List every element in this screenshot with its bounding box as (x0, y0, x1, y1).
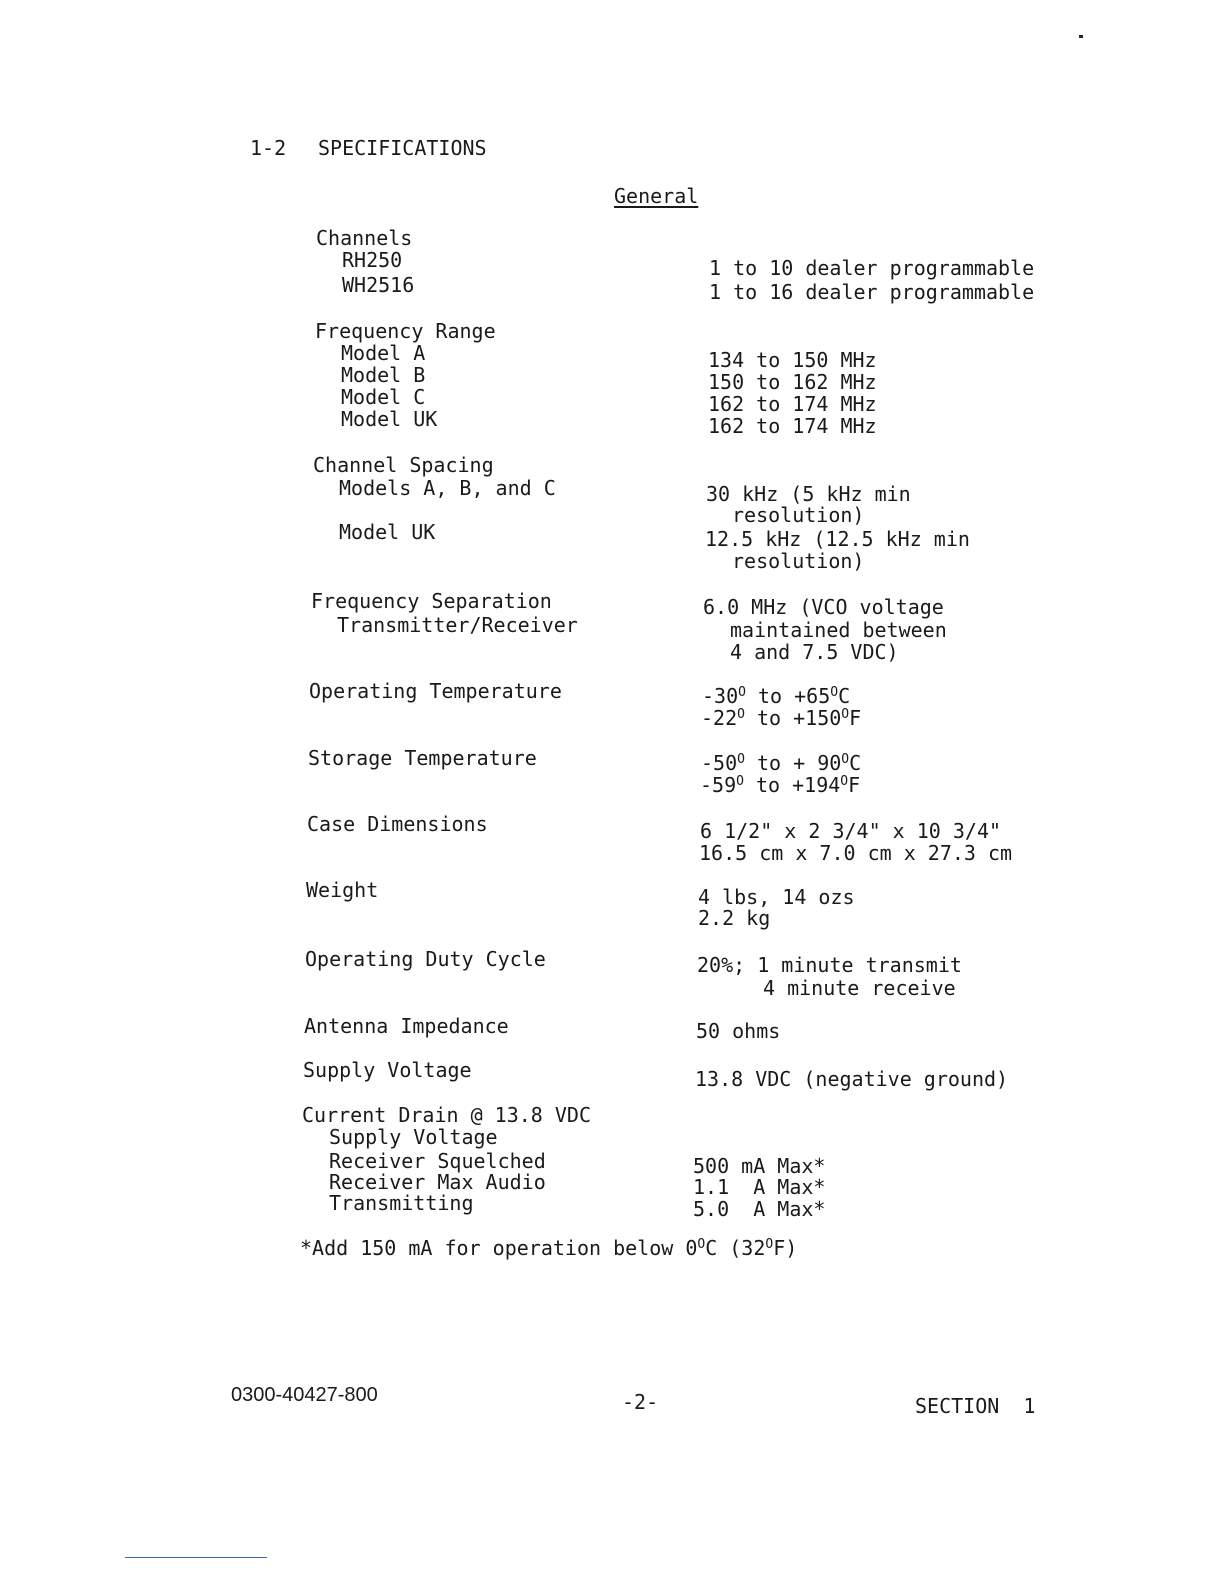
operating-temperature-label: Operating Temperature (309, 679, 562, 703)
antenna-impedance-label: Antenna Impedance (304, 1014, 509, 1038)
receiver-squelched-value: 500 mA Max* (693, 1154, 826, 1178)
models-abc-label: Models A, B, and C (339, 476, 556, 500)
receiver-max-audio-label: Receiver Max Audio (329, 1170, 546, 1194)
channels-wh2516-label: WH2516 (342, 273, 415, 297)
scan-edge-line (125, 1557, 267, 1558)
model-b-value: 150 to 162 MHz (708, 370, 877, 394)
case-dimensions-cm: 16.5 cm x 7.0 cm x 27.3 cm (699, 841, 1013, 865)
current-drain-supply-voltage-label: Supply Voltage (329, 1125, 498, 1149)
duty-cycle-label: Operating Duty Cycle (305, 947, 546, 971)
section-number: 1-2 (250, 136, 287, 160)
frequency-range-label: Frequency Range (315, 319, 496, 343)
model-uk-value: 162 to 174 MHz (708, 414, 877, 438)
channels-rh250-label: RH250 (342, 248, 403, 272)
footer-page-number: -2- (622, 1390, 659, 1414)
operating-temperature-fahrenheit: $-22^O$ to $+150^OF$ (701, 706, 862, 730)
transmitter-receiver-label: Transmitter/Receiver (337, 613, 578, 637)
channels-rh250-value: 1 to 10 dealer programmable (709, 256, 1035, 280)
duty-cycle-value-2: 4 minute receive (763, 976, 956, 1000)
model-uk-spacing-value-2: resolution) (732, 549, 865, 573)
channel-spacing-label: Channel Spacing (313, 453, 494, 477)
models-abc-value-2: resolution) (732, 503, 865, 527)
storage-temperature-label: Storage Temperature (308, 746, 537, 770)
receiver-max-audio-value: 1.1 A Max* (693, 1175, 826, 1199)
weight-label: Weight (306, 878, 379, 902)
frequency-separation-value-1: 6.0 MHz (VCO voltage (703, 595, 944, 619)
case-dimensions-label: Case Dimensions (307, 812, 488, 836)
channels-label: Channels (316, 226, 413, 250)
channels-wh2516-value: 1 to 16 dealer programmable (709, 280, 1035, 304)
transmitting-value: 5.0 A Max* (693, 1197, 826, 1221)
model-c-label: Model C (341, 385, 426, 409)
supply-voltage-label: Supply Voltage (303, 1058, 472, 1082)
transmitting-label: Transmitting (329, 1191, 474, 1215)
footer-section: SECTION 1 (915, 1394, 1036, 1418)
frequency-separation-label: Frequency Separation (311, 589, 552, 613)
section-title: SPECIFICATIONS (318, 136, 487, 160)
model-a-value: 134 to 150 MHz (708, 348, 877, 372)
frequency-separation-value-2: maintained between (730, 618, 947, 642)
duty-cycle-value-1: 20%; 1 minute transmit (697, 953, 962, 977)
model-uk-spacing-value-1: 12.5 kHz (12.5 kHz min (705, 527, 970, 551)
section-heading (250, 138, 487, 158)
footer-doc-number: 0300-40427-800 (231, 1384, 378, 1406)
antenna-impedance-value: 50 ohms (696, 1019, 781, 1043)
model-uk-label: Model UK (341, 407, 438, 431)
model-a-label: Model A (341, 341, 426, 365)
supply-voltage-value: 13.8 VDC (negative ground) (695, 1067, 1009, 1091)
weight-kg: 2.2 kg (698, 906, 771, 930)
model-b-label: Model B (341, 363, 426, 387)
case-dimensions-inches: 6 1/2" x 2 3/4" x 10 3/4" (700, 819, 1002, 843)
operating-temperature-celsius: $-30^O$ to $+65^OC$ (702, 684, 851, 708)
subheading-general: General (614, 184, 699, 208)
frequency-separation-value-3: 4 and 7.5 VDC) (730, 640, 899, 664)
receiver-squelched-label: Receiver Squelched (329, 1149, 546, 1173)
current-drain-label: Current Drain @ 13.8 VDC (302, 1103, 591, 1127)
models-abc-value-1: 30 kHz (5 kHz min (706, 482, 911, 506)
storage-temperature-celsius: $-50^O$ to + $90^OC$ (701, 751, 862, 775)
scan-speck (1079, 35, 1083, 38)
model-uk-spacing-label: Model UK (339, 520, 436, 544)
weight-lbs: 4 lbs, 14 ozs (698, 885, 855, 909)
storage-temperature-fahrenheit: $-59^O$ to $+194^OF$ (700, 773, 861, 797)
model-c-value: 162 to 174 MHz (708, 392, 877, 416)
footnote: *Add 150 mA for operation below $0^OC$ $(32^OF)$ (300, 1236, 798, 1260)
